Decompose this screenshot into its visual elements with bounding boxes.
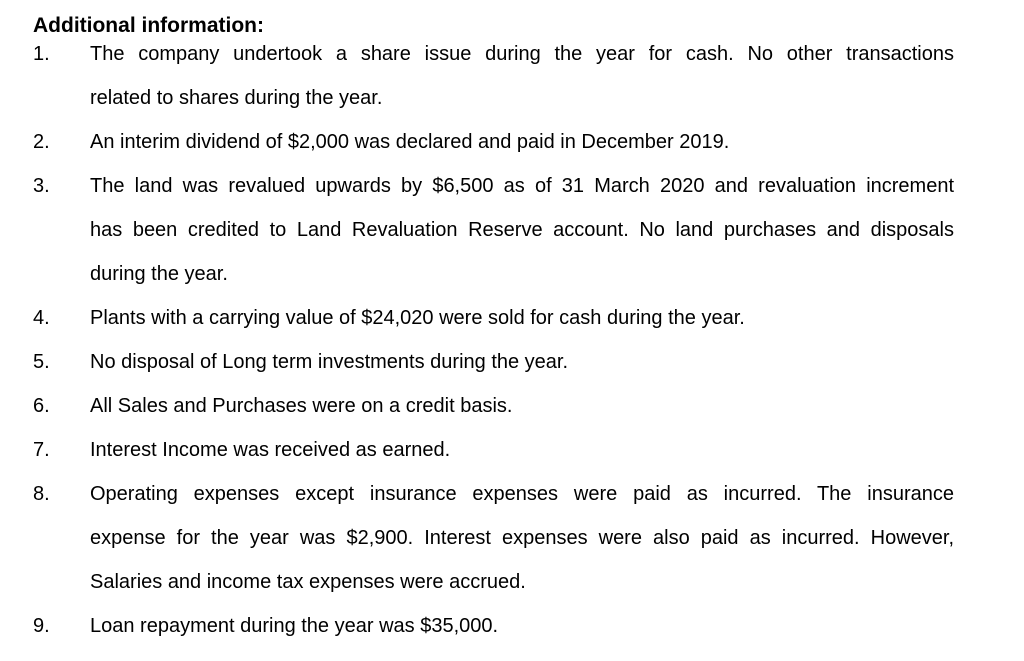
item-text: [90, 472, 954, 604]
item-number: 1.: [33, 43, 50, 65]
item-text: [90, 120, 954, 164]
item-text: [90, 340, 954, 384]
item-text-line: Plants with a carrying value of $24,020 were sold for cash during the year.: [90, 307, 745, 329]
item-number: 4.: [33, 307, 50, 329]
item-number: 5.: [33, 351, 50, 373]
section-heading: Additional information:: [33, 14, 264, 37]
item-text: [90, 428, 954, 472]
item-number: 3.: [33, 175, 50, 197]
item-text: [90, 296, 954, 340]
item-text-line: Interest Income was received as earned.: [90, 439, 451, 461]
item-text: [90, 32, 954, 120]
item-text: [90, 604, 954, 648]
item-text-line: Loan repayment during the year was $35,000.: [90, 615, 499, 637]
item-text-line: Operating expenses except insurance expenses were paid as incurred. The insurance: [90, 483, 954, 505]
item-text-line: expense for the year was $2,900. Interest expenses were also paid as incurred. However,: [90, 527, 954, 549]
item-text-line: Salaries and income tax expenses were accrued.: [90, 571, 526, 593]
item-text-line: No disposal of Long term investments during the year.: [90, 351, 569, 373]
item-number: 2.: [33, 131, 50, 153]
item-number: 8.: [33, 483, 50, 505]
item-text-line: An interim dividend of $2,000 was declared and paid in December 2019.: [90, 131, 730, 153]
item-number: 6.: [33, 395, 50, 417]
item-text: [90, 384, 954, 428]
item-text: [90, 164, 954, 296]
item-text-line: related to shares during the year.: [90, 87, 383, 109]
item-text-line: The company undertook a share issue during the year for cash. No other transactions: [90, 43, 954, 65]
item-text-line: The land was revalued upwards by $6,500 as of 31 March 2020 and revaluation increment: [90, 175, 954, 197]
item-text-line: has been credited to Land Revaluation Reserve account. No land purchases and disposals: [90, 219, 954, 241]
item-number: 7.: [33, 439, 50, 461]
item-number: 9.: [33, 615, 50, 637]
item-text-line: during the year.: [90, 263, 228, 285]
item-text-line: All Sales and Purchases were on a credit basis.: [90, 395, 513, 417]
